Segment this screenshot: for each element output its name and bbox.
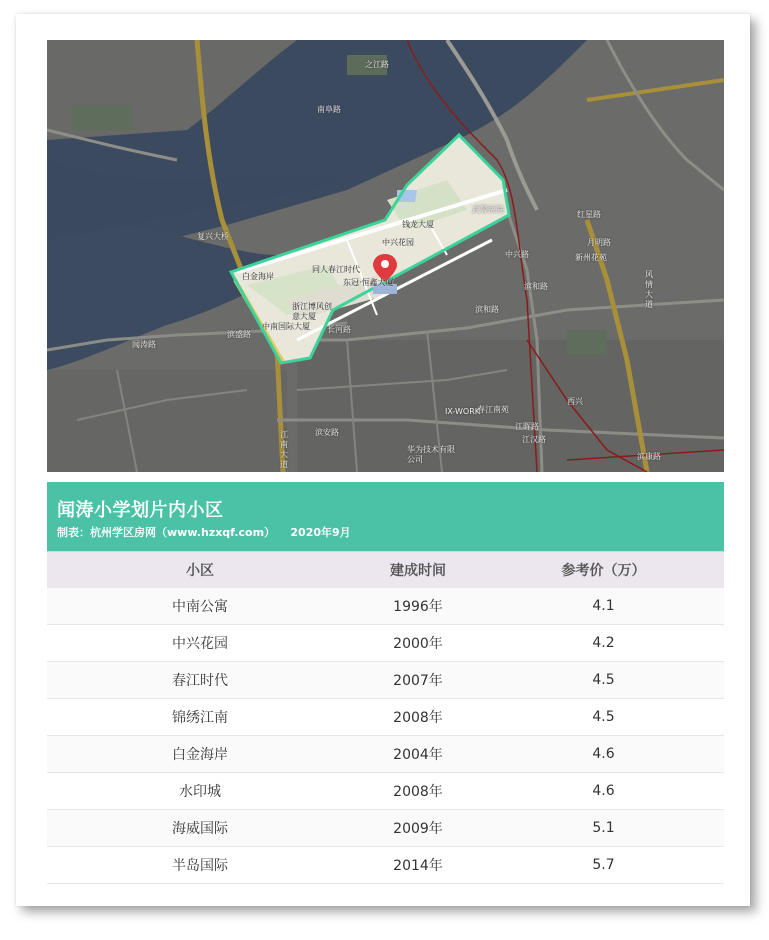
map-label-fengqing-avenue: 风情大道 (645, 270, 653, 309)
cell-reference-price: 4.6 (592, 746, 615, 762)
map-label-zhongnan-intl: 中南国际大厦 (262, 322, 310, 331)
table-row (47, 736, 724, 773)
table-header-banner (47, 482, 724, 551)
cell-reference-price: 4.2 (592, 635, 615, 651)
map-label-ixwork: IX-WORK (445, 407, 481, 416)
map-label-hongxing-road: 红星路 (577, 210, 601, 219)
map-label-zhongxing-road: 中兴路 (505, 250, 529, 259)
school-district-map (47, 40, 724, 472)
cell-community: 中兴花园 (172, 636, 228, 652)
map-canvas (47, 40, 724, 472)
column-header-reference-price: 参考价（万） (561, 563, 646, 579)
cell-built-year: 2004年 (393, 747, 443, 763)
cell-community: 海威国际 (172, 821, 228, 837)
column-header-community: 小区 (186, 563, 214, 579)
map-label-binkang-road: 滨康路 (637, 452, 661, 461)
housing-table (47, 551, 724, 884)
map-label-qianlong-building: 钱龙大厦 (402, 220, 434, 229)
map-label-xinzhou-garden: 新州花苑 (575, 253, 607, 262)
cell-built-year: 1996年 (393, 599, 443, 615)
cell-community: 锦绣江南 (172, 710, 228, 726)
cell-built-year: 2000年 (393, 636, 443, 652)
table-body (47, 588, 724, 884)
map-label-tongren-chunjiang: 同人春江时代 (312, 265, 360, 274)
map-label-nanfu-road: 南阜路 (317, 105, 341, 114)
cell-reference-price: 5.1 (592, 820, 615, 836)
map-label-binhe-road-east: 滨和路 (524, 282, 548, 291)
table-row (47, 847, 724, 884)
cell-community: 中南公寓 (172, 599, 228, 615)
map-label-dongguan-building: 东冠·恒鑫大厦 (343, 278, 394, 287)
map-label-yueming-road: 月明路 (587, 238, 611, 247)
map-label-binhe-road: 滨和路 (475, 305, 499, 314)
map-label-baijin-haian: 白金海岸 (242, 272, 274, 281)
table-row (47, 699, 724, 736)
cell-reference-price: 4.5 (592, 709, 615, 725)
map-label-wentao-road: 闻涛路 (132, 340, 156, 349)
map-label-xixing: 西兴 (567, 397, 583, 406)
map-label-chunjiang-nanyuan: 春江南苑 (477, 405, 509, 414)
table-row (47, 588, 724, 625)
cell-reference-price: 4.6 (592, 783, 615, 799)
cell-built-year: 2009年 (393, 821, 443, 837)
cell-reference-price: 5.7 (592, 857, 615, 873)
map-label-jianghan-road: 江汉路 (522, 435, 546, 444)
table-row (47, 625, 724, 662)
cell-built-year: 2007年 (393, 673, 443, 689)
table-header-row (47, 551, 724, 588)
map-label-zhejiang-expo: 浙江博风创意大厦 (292, 302, 332, 321)
map-label-binsheng-road: 滨盛路 (227, 330, 251, 339)
map-label-zhijiang-road: 之江路 (365, 60, 389, 69)
cell-community: 白金海岸 (172, 747, 228, 763)
map-label-huawei: 华为技术有限公司 (407, 445, 455, 464)
map-label-jiangnan-avenue: 江南大道 (280, 430, 288, 469)
cell-reference-price: 4.1 (592, 598, 615, 614)
page-subtitle: 制表：杭州学区房网（www.hzxqf.com） 2020年9月 (57, 526, 351, 539)
cell-built-year: 2008年 (393, 784, 443, 800)
cell-community: 半岛国际 (172, 858, 228, 874)
cell-built-year: 2014年 (393, 858, 443, 874)
table-row (47, 810, 724, 847)
map-label-fuxing-bridge: 复兴大桥 (197, 232, 229, 241)
map-label-jianghui-road: 江晖路 (515, 422, 539, 431)
map-label-changhe-road: 长河路 (327, 325, 351, 334)
map-label-zhongxing-garden: 中兴花园 (382, 238, 414, 247)
table-row (47, 773, 724, 810)
table-row (47, 662, 724, 699)
cell-community: 水印城 (179, 784, 221, 800)
page-title: 闻涛小学划片内小区 (57, 500, 224, 521)
cell-reference-price: 4.5 (592, 672, 615, 688)
cell-community: 春江时代 (172, 673, 228, 689)
map-label-binan-road: 滨安路 (315, 428, 339, 437)
column-header-built-year: 建成时间 (390, 563, 446, 579)
map-label-wujing-hospital: 武警医院 (472, 205, 504, 214)
cell-built-year: 2008年 (393, 710, 443, 726)
